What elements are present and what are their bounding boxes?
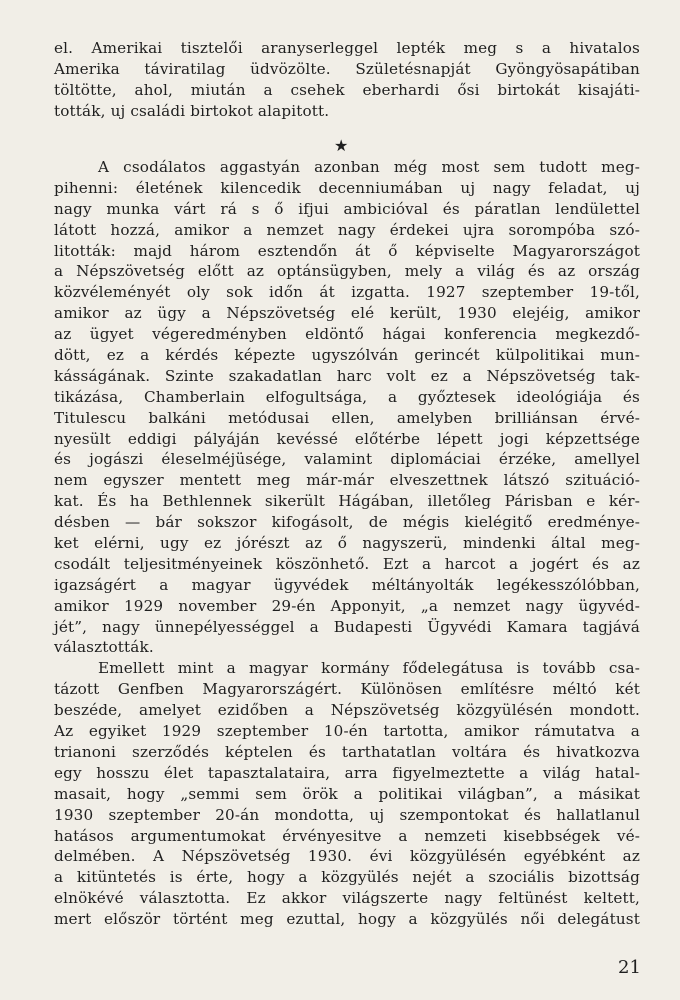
text-line: masait, hogy „semmi sem örök a politikai világban”, a másikat <box>54 784 640 803</box>
text-line: jét”, nagy ünnepélyességgel a Budapesti Ügyvédi Kamara tagjává <box>54 617 640 636</box>
text-line: közvéleményét oly sok időn át izgatta. 1927 szeptember 19-től, <box>54 283 640 302</box>
text-line: egy hosszu élet tapasztalataira, arra figyelmeztette a világ hatal- <box>54 763 640 782</box>
text-line: az ügyet végeredményben eldöntő hágai konferencia megkezdő- <box>54 325 640 344</box>
text-line: amikor az ügy a Népszövetség elé került, 1930 elejéig, amikor <box>54 304 640 323</box>
text-line: nem egyszer mentett meg már-már elveszettnek látszó szituáció- <box>54 471 640 490</box>
text-line: litották: majd három esztendőn át ő képviselte Magyarországot <box>54 241 640 260</box>
text-line: választották. <box>54 638 154 657</box>
top-paragraph <box>54 38 640 122</box>
text-line: 1930 szeptember 20-án mondotta, uj szempontokat és hallatlanul <box>54 805 640 824</box>
text-line: Emellett mint a magyar kormány fődelegátusa is tovább csa- <box>98 659 640 678</box>
text-line: hatásos argumentumokat érvényesitve a nemzeti kisebbségek vé- <box>54 826 640 845</box>
text-line: igazságért a magyar ügyvédek méltányolták legékesszólóbban, <box>54 575 640 594</box>
text-line: tázott Genfben Magyarországért. Különösen említésre méltó két <box>54 680 640 699</box>
text-line: Az egyiket 1929 szeptember 10-én tartotta, amikor rámutatva a <box>54 722 640 741</box>
text-line: kásságának. Szinte szakadatlan harc volt ez a Népszövetség tak- <box>54 366 640 385</box>
text-line: a Népszövetség előtt az optánsügyben, mely a világ és az ország <box>54 262 640 281</box>
text-line: dött, ez a kérdés képezte ugyszólván gerincét külpolitikai mun- <box>54 346 640 365</box>
text-line: a kitüntetés is érte, hogy a közgyülés nejét a szociális bizottság <box>54 868 640 887</box>
text-line: tották, uj családi birtokot alapitott. <box>54 101 330 120</box>
text-line: és jogászi éleselméjüsége, valamint diplomáciai érzéke, amellyel <box>54 450 640 469</box>
text-line: beszéde, amelyet ezidőben a Népszövetség közgyülésén mondott. <box>54 701 640 720</box>
text-line: désben — bár sokszor kifogásolt, de mégis kielégitő eredménye- <box>54 513 640 532</box>
text-line: Amerika táviratilag üdvözölte. Születésnapját Gyöngyösapátiban <box>54 59 640 78</box>
text-line: nagy munka várt rá s ő ifjui ambicióval és páratlan lendülettel <box>54 199 640 218</box>
text-line: Titulescu balkáni metódusai ellen, amelyben brilliánsan érvé- <box>54 408 640 427</box>
text-line: A csodálatos aggastyán azonban még most sem tudott meg- <box>98 158 640 176</box>
text-line: tikázása, Chamberlain elfogultsága, a győztesek ideológiája és <box>54 387 640 406</box>
text-line: ket elérni, ugy ez jórészt az ő nagyszerü, mindenki által meg- <box>54 534 640 553</box>
text-line: delmében. A Népszövetség 1930. évi közgyülésén egyébként az <box>54 847 640 866</box>
text-line: csodált teljesitményeinek köszönhető. Ezt a harcot a jogért és az <box>54 554 640 573</box>
text-line: nyesült eddigi pályáján kevéssé előtérbe lépett jogi képzettsége <box>54 429 640 448</box>
section-separator-star-icon: ★ <box>334 136 349 155</box>
body-text <box>54 157 640 930</box>
page-number: 21 <box>618 957 641 978</box>
text-line: kat. És ha Bethlennek sikerült Hágában, illetőleg Párisban e kér- <box>54 492 640 511</box>
text-line: pihenni: életének kilencedik decenniumában uj nagy feladat, uj <box>54 178 640 197</box>
text-line: töltötte, ahol, miután a csehek eberhardi ősi birtokát kisajáti- <box>54 80 640 99</box>
text-line: elnökévé választotta. Ez akkor világszerte nagy feltünést keltett, <box>54 889 640 908</box>
text-line: látott hozzá, amikor a nemzet nagy érdekei ujra sorompóba szó- <box>54 220 640 239</box>
text-line: mert először történt meg ezuttal, hogy a közgyülés női delegátust <box>54 910 640 929</box>
text-line: trianoni szerződés képtelen és tarthatatlan voltára és hivatkozva <box>54 742 640 761</box>
text-line: amikor 1929 november 29-én Apponyit, „a nemzet nagy ügyvéd- <box>54 596 640 615</box>
text-line: el. Amerikai tisztelői aranyserleggel lepték meg s a hivatalos <box>54 39 640 57</box>
